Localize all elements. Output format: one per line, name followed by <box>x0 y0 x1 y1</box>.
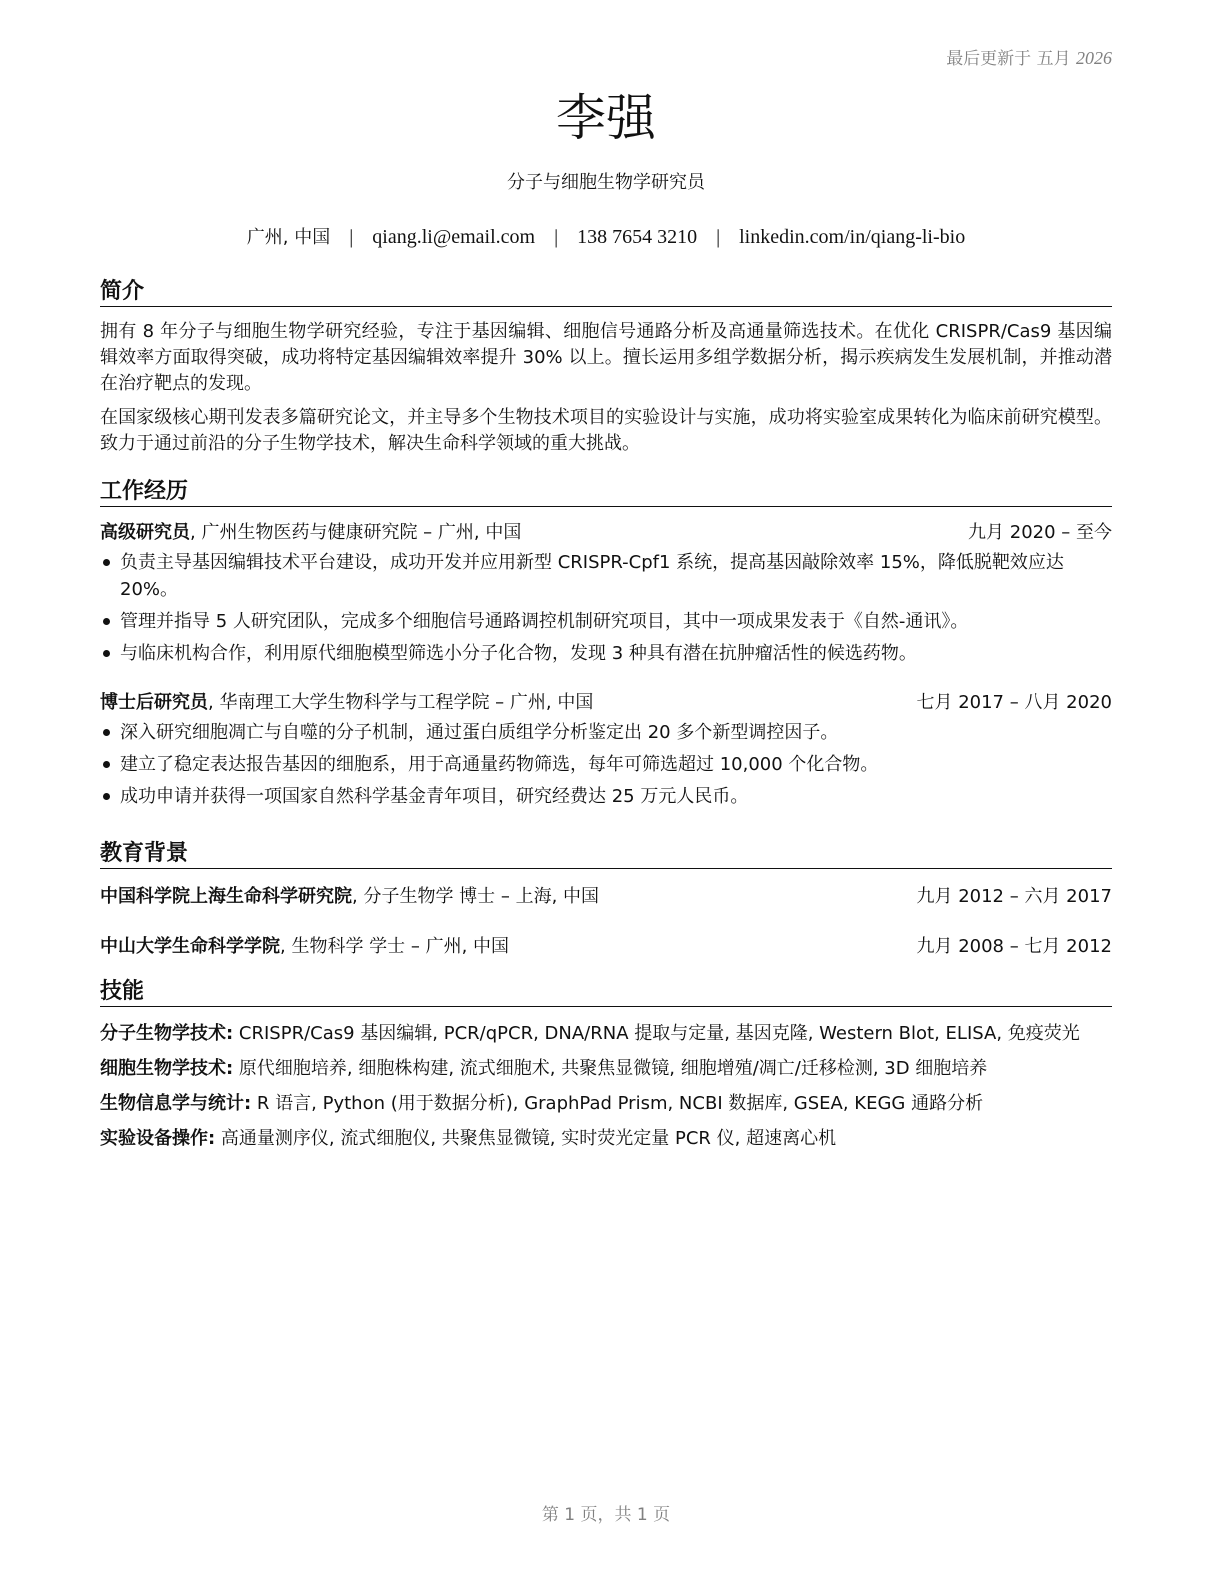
last-updated-prefix: 最后更新于 五月 <box>946 49 1071 69</box>
skill-line <box>100 1016 1112 1051</box>
education-school: 中国科学院上海生命科学研究院 <box>100 886 352 907</box>
skill-label: 分子生物学技术: <box>100 1023 234 1044</box>
experience-section <box>100 478 1112 810</box>
summary-paragraph: 在国家级核心期刊发表多篇研究论文，并主导多个生物技术项目的实验设计与实施，成功将实验室成果转化为临床前研究模型。致力于通过前沿的分子生物学技术，解决生命科学领域的重大挑战。 <box>100 407 1112 454</box>
skill-value: CRISPR/Cas9 基因编辑, PCR/qPCR, DNA/RNA 提取与定量, 基因克隆, Western Blot, ELISA, 免疫荧光 <box>233 1023 1080 1044</box>
section-heading-experience: 工作经历 <box>100 478 1112 507</box>
education-school: 中山大学生命科学学院 <box>100 936 280 957</box>
job-role: 博士后研究员 <box>100 692 208 713</box>
skill-line <box>100 1121 1112 1156</box>
list-item: 管理并指导 5 人研究团队，完成多个细胞信号通路调控机制研究项目，其中一项成果发表于《自然-通讯》。 <box>100 608 1112 635</box>
education-section <box>100 840 1112 961</box>
job-org: , 华南理工大学生物科学与工程学院 – 广州, 中国 <box>208 692 594 713</box>
candidate-name: 李强 <box>556 89 656 147</box>
skill-value: 高通量测序仪, 流式细胞仪, 共聚焦显微镜, 实时荧光定量 PCR 仪, 超速离心机 <box>215 1128 837 1149</box>
job-header <box>100 519 1112 547</box>
page-footer: 第 1 页，共 1 页 <box>541 1505 671 1525</box>
skill-label: 细胞生物学技术: <box>100 1058 234 1079</box>
skill-label: 生物信息学与统计: <box>100 1093 252 1114</box>
summary-section <box>100 278 1112 457</box>
section-heading-skills: 技能 <box>100 978 1112 1007</box>
summary-paragraph: 拥有 8 年分子与细胞生物学研究经验，专注于基因编辑、细胞信号通路分析及高通量筛选技术。在优化 CRISPR/Cas9 基因编辑效率方面取得突破，成功将特定基因编辑效率提升 30% 以上。擅长运用多组学数据分析，揭示疾病发生发展机制，并推动潜在治疗靶点的发现。 <box>100 321 1112 394</box>
candidate-title: 分子与细胞生物学研究员 <box>507 172 705 193</box>
job-entry <box>100 689 1112 810</box>
job-header <box>100 689 1112 717</box>
contact-phone: 138 7654 3210 <box>577 226 698 248</box>
list-item: 负责主导基因编辑技术平台建设，成功开发并应用新型 CRISPR-Cpf1 系统，提高基因敲除效率 15%，降低脱靶效应达 20%。 <box>100 549 1112 603</box>
resume-page <box>100 0 1112 1584</box>
job-role: 高级研究员 <box>100 522 190 543</box>
skill-value: R 语言, Python (用于数据分析), GraphPad Prism, NCBI 数据库, GSEA, KEGG 通路分析 <box>251 1093 984 1114</box>
education-entry <box>100 883 1112 911</box>
skill-line <box>100 1086 1112 1121</box>
job-bullets <box>100 549 1112 667</box>
contact-email[interactable]: qiang.li@email.com <box>372 226 536 248</box>
contact-separator: | <box>349 226 354 248</box>
list-item: 成功申请并获得一项国家自然科学基金青年项目，研究经费达 25 万元人民币。 <box>100 783 1112 810</box>
job-dates: 七月 2017 – 八月 2020 <box>916 692 1112 713</box>
list-item: 与临床机构合作，利用原代细胞模型筛选小分子化合物，发现 3 种具有潜在抗肿瘤活性的候选药物。 <box>100 640 1112 667</box>
section-heading-education: 教育背景 <box>100 840 1112 869</box>
skill-line <box>100 1051 1112 1086</box>
education-dates: 九月 2008 – 七月 2012 <box>916 936 1112 957</box>
education-detail: , 分子生物学 博士 – 上海, 中国 <box>352 886 600 907</box>
list-item: 深入研究细胞凋亡与自噬的分子机制，通过蛋白质组学分析鉴定出 20 多个新型调控因子。 <box>100 719 1112 746</box>
job-org: , 广州生物医药与健康研究院 – 广州, 中国 <box>190 522 522 543</box>
skills-list <box>100 1016 1112 1156</box>
skill-value: 原代细胞培养, 细胞株构建, 流式细胞术, 共聚焦显微镜, 细胞增殖/凋亡/迁移检测, 3D 细胞培养 <box>233 1058 988 1079</box>
contact-location: 广州, 中国 <box>246 227 331 248</box>
education-entry <box>100 933 1112 961</box>
skills-section <box>100 978 1112 1156</box>
job-bullets <box>100 719 1112 810</box>
job-entry <box>100 519 1112 667</box>
contact-line <box>100 222 1112 253</box>
job-dates: 九月 2020 – 至今 <box>968 522 1112 543</box>
contact-linkedin[interactable]: linkedin.com/in/qiang-li-bio <box>739 226 966 248</box>
list-item: 建立了稳定表达报告基因的细胞系，用于高通量药物筛选，每年可筛选超过 10,000 个化合物。 <box>100 751 1112 778</box>
contact-separator: | <box>554 226 559 248</box>
last-updated-year: 2026 <box>1076 48 1112 68</box>
last-updated <box>946 44 1112 69</box>
skill-label: 实验设备操作: <box>100 1128 216 1149</box>
section-heading-summary: 简介 <box>100 278 1112 307</box>
education-dates: 九月 2012 – 六月 2017 <box>916 886 1112 907</box>
education-detail: , 生物科学 学士 – 广州, 中国 <box>280 936 510 957</box>
contact-separator: | <box>716 226 721 248</box>
